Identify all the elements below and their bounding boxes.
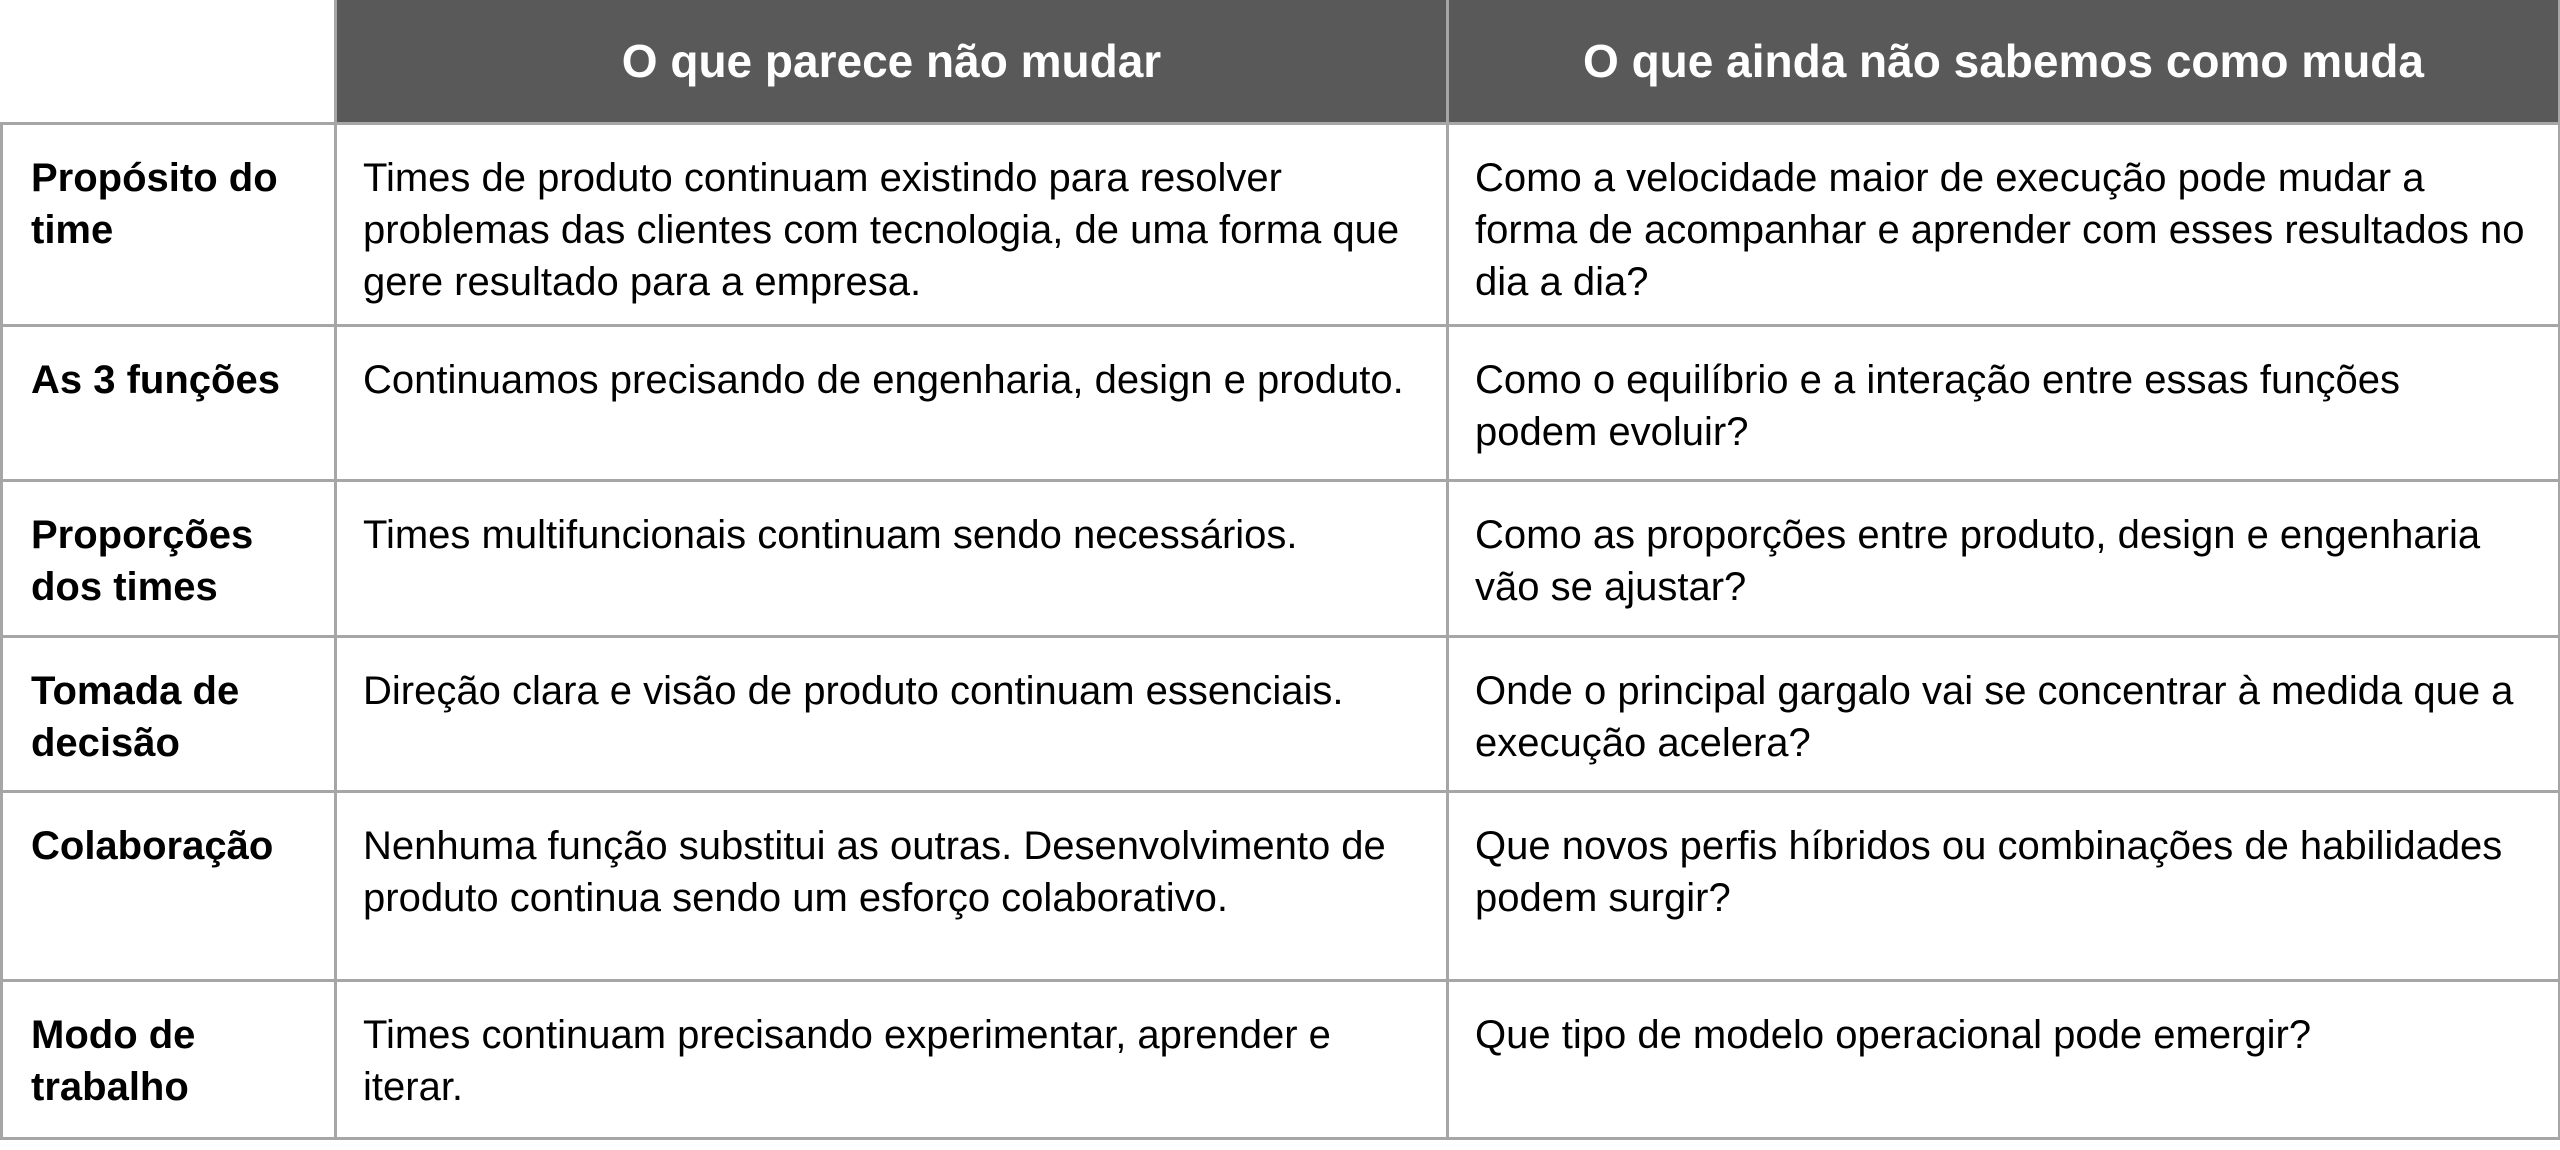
unknown-cell: Que tipo de modelo operacional pode emergir? bbox=[1448, 981, 2560, 1139]
unchanged-cell: Times de produto continuam existindo para resolver problemas das clientes com tecnologia, de uma forma que gere resultado para a empresa. bbox=[336, 124, 1448, 326]
unchanged-cell: Continuamos precisando de engenharia, design e produto. bbox=[336, 326, 1448, 481]
header-row bbox=[2, 0, 2560, 124]
unchanged-cell: Direção clara e visão de produto continuam essenciais. bbox=[336, 637, 1448, 792]
row-label: Proporções dos times bbox=[2, 481, 336, 637]
unknown-cell: Como a velocidade maior de execução pode mudar a forma de acompanhar e aprender com esses resultados no dia a dia? bbox=[1448, 124, 2560, 326]
table-row bbox=[2, 792, 2560, 981]
unchanged-cell: Times multifuncionais continuam sendo necessários. bbox=[336, 481, 1448, 637]
column-header-unknown: O que ainda não sabemos como muda bbox=[1448, 0, 2560, 124]
row-label: Colaboração bbox=[2, 792, 336, 981]
corner-cell bbox=[2, 0, 336, 124]
table-row bbox=[2, 981, 2560, 1139]
row-label: Modo de trabalho bbox=[2, 981, 336, 1139]
column-header-unchanged: O que parece não mudar bbox=[336, 0, 1448, 124]
unknown-cell: Onde o principal gargalo vai se concentrar à medida que a execução acelera? bbox=[1448, 637, 2560, 792]
table-row bbox=[2, 637, 2560, 792]
table-row bbox=[2, 326, 2560, 481]
unchanged-cell: Nenhuma função substitui as outras. Desenvolvimento de produto continua sendo um esforço colaborativo. bbox=[336, 792, 1448, 981]
unknown-cell: Como as proporções entre produto, design e engenharia vão se ajustar? bbox=[1448, 481, 2560, 637]
unknown-cell: Que novos perfis híbridos ou combinações de habilidades podem surgir? bbox=[1448, 792, 2560, 981]
unchanged-cell: Times continuam precisando experimentar, aprender e iterar. bbox=[336, 981, 1448, 1139]
row-label: Propósito do time bbox=[2, 124, 336, 326]
row-label: As 3 funções bbox=[2, 326, 336, 481]
table-row bbox=[2, 481, 2560, 637]
table-row bbox=[2, 124, 2560, 326]
row-label: Tomada de decisão bbox=[2, 637, 336, 792]
unknown-cell: Como o equilíbrio e a interação entre essas funções podem evoluir? bbox=[1448, 326, 2560, 481]
